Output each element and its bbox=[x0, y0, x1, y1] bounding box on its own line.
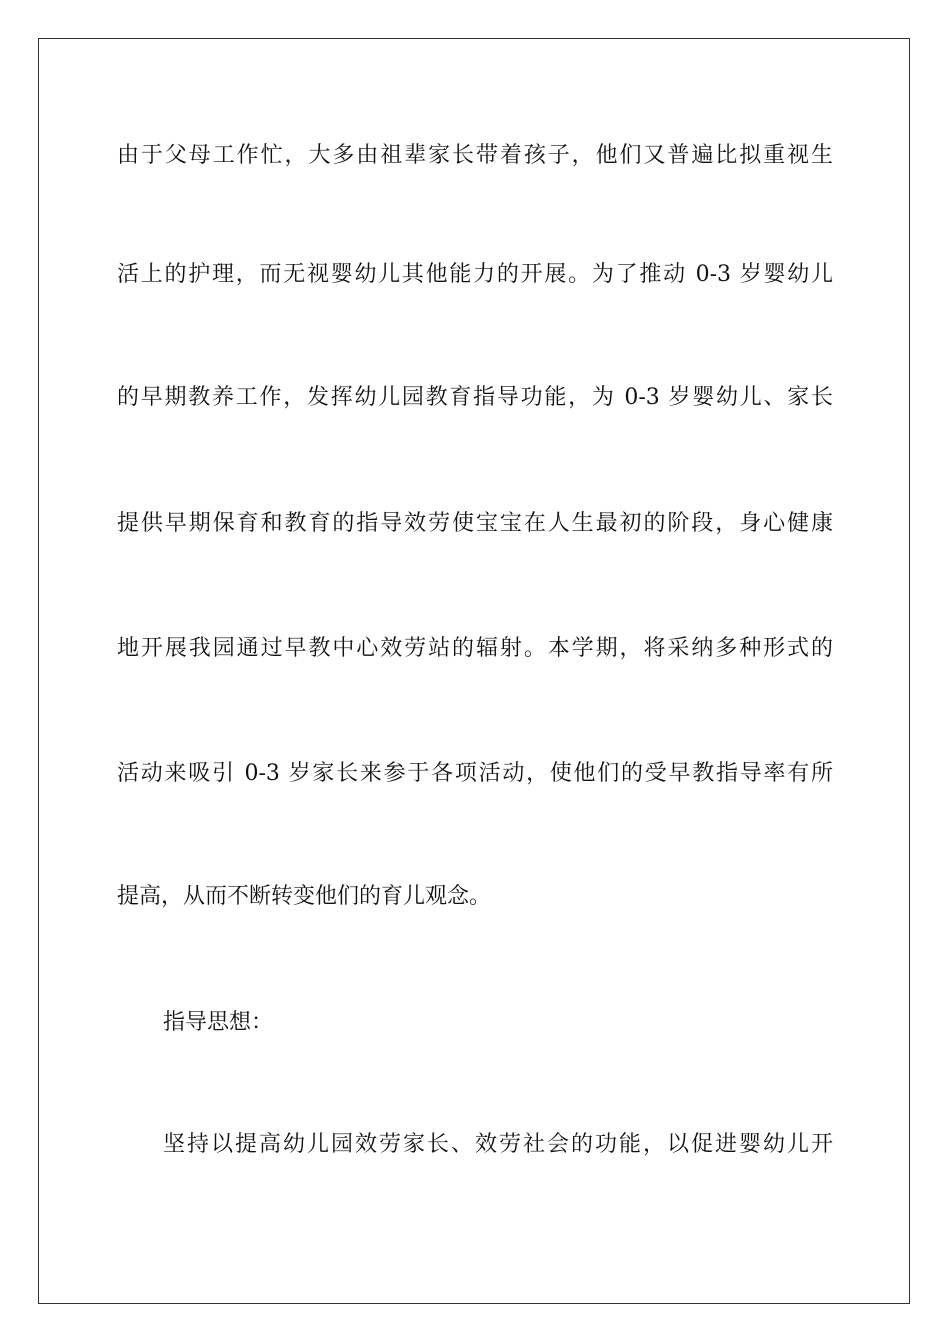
body-text-line-3: 的早期教养工作，发挥幼儿园教育指导功能，为 0-3 岁婴幼儿、家长 bbox=[117, 385, 833, 410]
body-text-line-4: 提供早期保育和教育的指导效劳使宝宝在人生最初的阶段，身心健康 bbox=[117, 511, 833, 536]
body-text-line-2: 活上的护理，而无视婴幼儿其他能力的开展。为了推动 0-3 岁婴幼儿 bbox=[117, 262, 833, 287]
body-text-line-1: 由于父母工作忙，大多由祖辈家长带着孩子，他们又普遍比拟重视生 bbox=[117, 143, 833, 168]
body-text-line-5: 地开展我园通过早教中心效劳站的辐射。本学期，将采纳多种形式的 bbox=[117, 636, 833, 661]
page-border bbox=[38, 38, 910, 1304]
body-text-line-7: 提高，从而不断转变他们的育儿观念。 bbox=[117, 884, 492, 909]
body-text-line-6: 活动来吸引 0-3 岁家长来参于各项活动，使他们的受早教指导率有所 bbox=[117, 761, 833, 786]
section-heading: 指导思想： bbox=[163, 1010, 274, 1035]
section-paragraph-line-1: 坚持以提高幼儿园效劳家长、效劳社会的功能，以促进婴幼儿开 bbox=[163, 1132, 833, 1157]
